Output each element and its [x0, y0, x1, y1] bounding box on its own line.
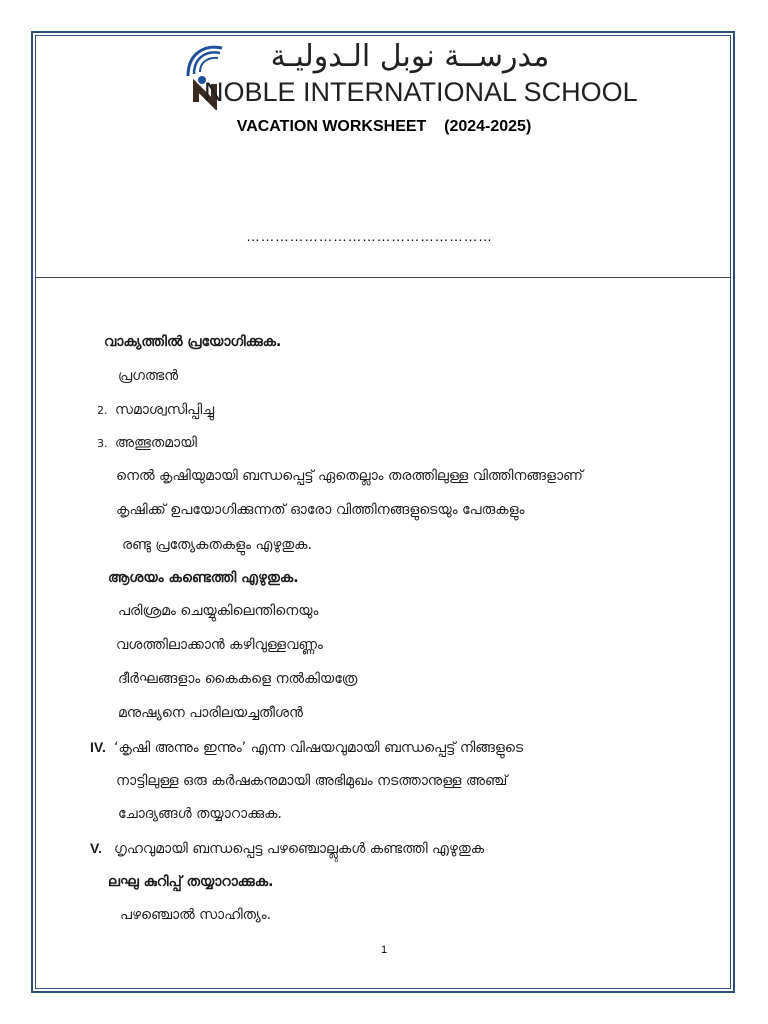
page-number: 1 [380, 944, 388, 956]
school-name-arabic: مدرســة نوبل الـدوليـة [270, 39, 550, 74]
paragraph-line: നെൽ കൃഷിയുമായി ബന്ധപ്പെട്ട് ഏതെല്ലാം തരത്തിലുള്ള വിത്തിനങ്ങളാണ് [116, 468, 583, 484]
paragraph-line: ചോദ്യങ്ങൾ തയ്യാറാക്കുക. [118, 806, 282, 822]
question-find-meaning: ആശയം കണ്ടെത്തി എഴുതുക. [108, 570, 299, 586]
school-logo [182, 39, 638, 110]
poem-line: ദീർഘങ്ങളാം കൈകളെ നൽകിയത്രേ [118, 671, 358, 687]
paragraph-line: രണ്ടു പ്രത്യേകതകളും എഴുതുക. [122, 537, 312, 553]
paragraph-line: നാട്ടിലുള്ള ഒരു കർഷകനുമായി അഭിമുഖം നടത്താനുള്ള അഞ്ച് [116, 773, 508, 789]
worksheet-title: VACATION WORKSHEET (2024-2025) [236, 118, 532, 135]
poem-line: വശത്തിലാക്കാൻ കഴിവുള്ളവണ്ണം [116, 637, 323, 653]
question-four [90, 737, 523, 758]
list-item: പഴഞ്ചൊൽ സാഹിത്യം. [120, 907, 272, 923]
list-item-number: 2. [97, 404, 108, 417]
question-text: ഗൃഹവുമായി ബന്ധപ്പെട്ട പഴഞ്ചൊല്ലുകൾ കണ്ടത്തി എഴുതുക [114, 841, 485, 857]
question-number: IV. [90, 739, 106, 755]
question-five [90, 838, 484, 859]
question-short-note: ലഘു കുറിപ്പ് തയ്യാറാക്കുക. [108, 874, 274, 890]
question-number: V. [90, 840, 102, 856]
list-item-text: സമാശ്വസിപ്പിച്ചു [115, 402, 215, 418]
school-name-english: NOBLE INTERNATIONAL SCHOOL [204, 77, 638, 107]
question-use-in-sentence: വാക്യത്തിൽ പ്രയോഗിക്കുക. [104, 334, 282, 350]
name-blank-line: …………………………………………… [246, 228, 493, 244]
list-item: പ്രഗത്ഭൻ [118, 368, 179, 384]
paragraph-line: കൃഷിക്ക് ഉപയോഗിക്കുന്നത് ഓരോ വിത്തിനങ്ങളുടെയും പേരുകളും [116, 502, 525, 518]
list-item [97, 400, 214, 421]
list-item-text: അത്ഭുതമായി [115, 435, 197, 451]
header-divider [35, 277, 731, 278]
poem-line: മനുഷ്യനെ പാരിലയച്ചതീശൻ [118, 705, 303, 721]
list-item-number: 3. [97, 437, 108, 450]
list-item [97, 433, 197, 454]
question-text: ‘കൃഷി അന്നും ഇന്നും’ എന്ന വിഷയവുമായി ബന്ധപ്പെട്ട് നിങ്ങളുടെ [114, 740, 524, 756]
poem-line: പരിശ്രമം ചെയ്യുകിലെന്തിനെയും [118, 603, 319, 619]
